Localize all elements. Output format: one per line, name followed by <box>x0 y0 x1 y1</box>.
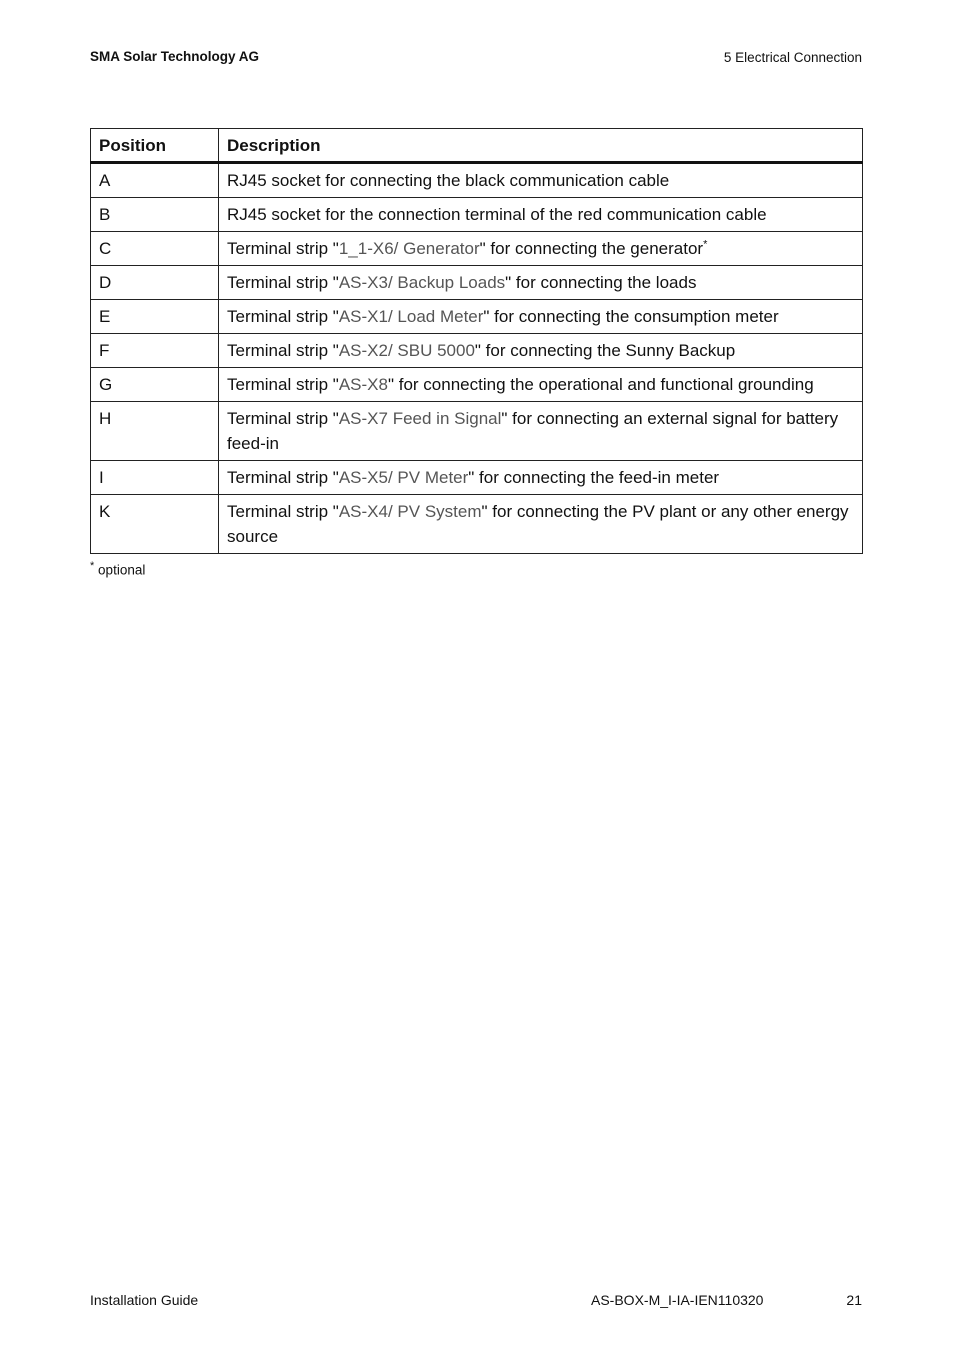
description-suffix: " for connecting the loads <box>505 273 697 292</box>
description-prefix: Terminal strip " <box>227 375 339 394</box>
position-cell: A <box>91 163 219 198</box>
position-cell: G <box>91 368 219 402</box>
terminal-reference: AS-X1/ Load Meter <box>338 307 484 326</box>
description-cell <box>219 266 863 300</box>
terminal-reference: AS-X5/ PV Meter <box>338 468 469 487</box>
position-cell: F <box>91 334 219 368</box>
description-cell <box>219 402 863 461</box>
footnote-text: optional <box>98 562 146 578</box>
column-header-description: Description <box>219 129 863 163</box>
description-cell: RJ45 socket for connecting the black communication cable <box>219 163 863 198</box>
description-cell <box>219 368 863 402</box>
description-cell <box>219 232 863 266</box>
description-suffix: " for connecting the feed-in meter <box>468 468 720 487</box>
footnote <box>90 560 145 578</box>
position-cell: D <box>91 266 219 300</box>
description-suffix: " for connecting the PV plant or any other energy source <box>227 502 849 546</box>
table-row <box>91 163 863 198</box>
position-cell: H <box>91 402 219 461</box>
position-cell: I <box>91 461 219 495</box>
terminal-reference: AS-X3/ Backup Loads <box>338 273 506 292</box>
description-cell <box>219 495 863 554</box>
table-row <box>91 334 863 368</box>
position-table <box>90 128 863 554</box>
column-header-position: Position <box>91 129 219 163</box>
table-row <box>91 368 863 402</box>
table-row <box>91 300 863 334</box>
description-suffix: " for connecting the Sunny Backup <box>474 341 736 360</box>
description-prefix: Terminal strip " <box>227 239 339 258</box>
description-suffix: " for connecting the generator <box>479 239 704 258</box>
description-prefix: Terminal strip " <box>227 502 339 521</box>
table-row <box>91 232 863 266</box>
footnote-mark: * <box>90 560 95 572</box>
description-cell <box>219 461 863 495</box>
header-company: SMA Solar Technology AG <box>90 49 260 64</box>
description-prefix: Terminal strip " <box>227 341 339 360</box>
description-suffix: " for connecting the consumption meter <box>483 307 779 326</box>
table-row <box>91 198 863 232</box>
table-header-row <box>91 129 863 163</box>
terminal-reference: AS-X7 Feed in Signal <box>338 409 502 428</box>
terminal-reference: 1_1-X6/ Generator <box>338 239 480 258</box>
description-cell <box>219 334 863 368</box>
footer-doc-type: Installation Guide <box>90 1292 199 1308</box>
description-prefix: Terminal strip " <box>227 409 339 428</box>
position-cell: K <box>91 495 219 554</box>
footer-doc-code: AS-BOX-M_I-IA-IEN110320 <box>591 1292 764 1308</box>
description-prefix: Terminal strip " <box>227 468 339 487</box>
terminal-reference: AS-X2/ SBU 5000 <box>338 341 475 360</box>
table-row <box>91 461 863 495</box>
footnote-marker: * <box>703 238 708 251</box>
header-section: 5 Electrical Connection <box>723 50 862 65</box>
description-cell <box>219 300 863 334</box>
description-suffix: " for connecting the operational and functional grounding <box>387 375 814 394</box>
description-prefix: Terminal strip " <box>227 307 339 326</box>
description-cell: RJ45 socket for the connection terminal of the red communication cable <box>219 198 863 232</box>
description-prefix: Terminal strip " <box>227 273 339 292</box>
table-row <box>91 266 863 300</box>
description-suffix: " for connecting an external signal for battery feed-in <box>227 409 839 453</box>
terminal-reference: AS-X8 <box>338 375 388 394</box>
table-row <box>91 402 863 461</box>
terminal-reference: AS-X4/ PV System <box>338 502 482 521</box>
table-row <box>91 495 863 554</box>
page-number: 21 <box>846 1292 862 1308</box>
position-cell: E <box>91 300 219 334</box>
position-cell: C <box>91 232 219 266</box>
position-cell: B <box>91 198 219 232</box>
